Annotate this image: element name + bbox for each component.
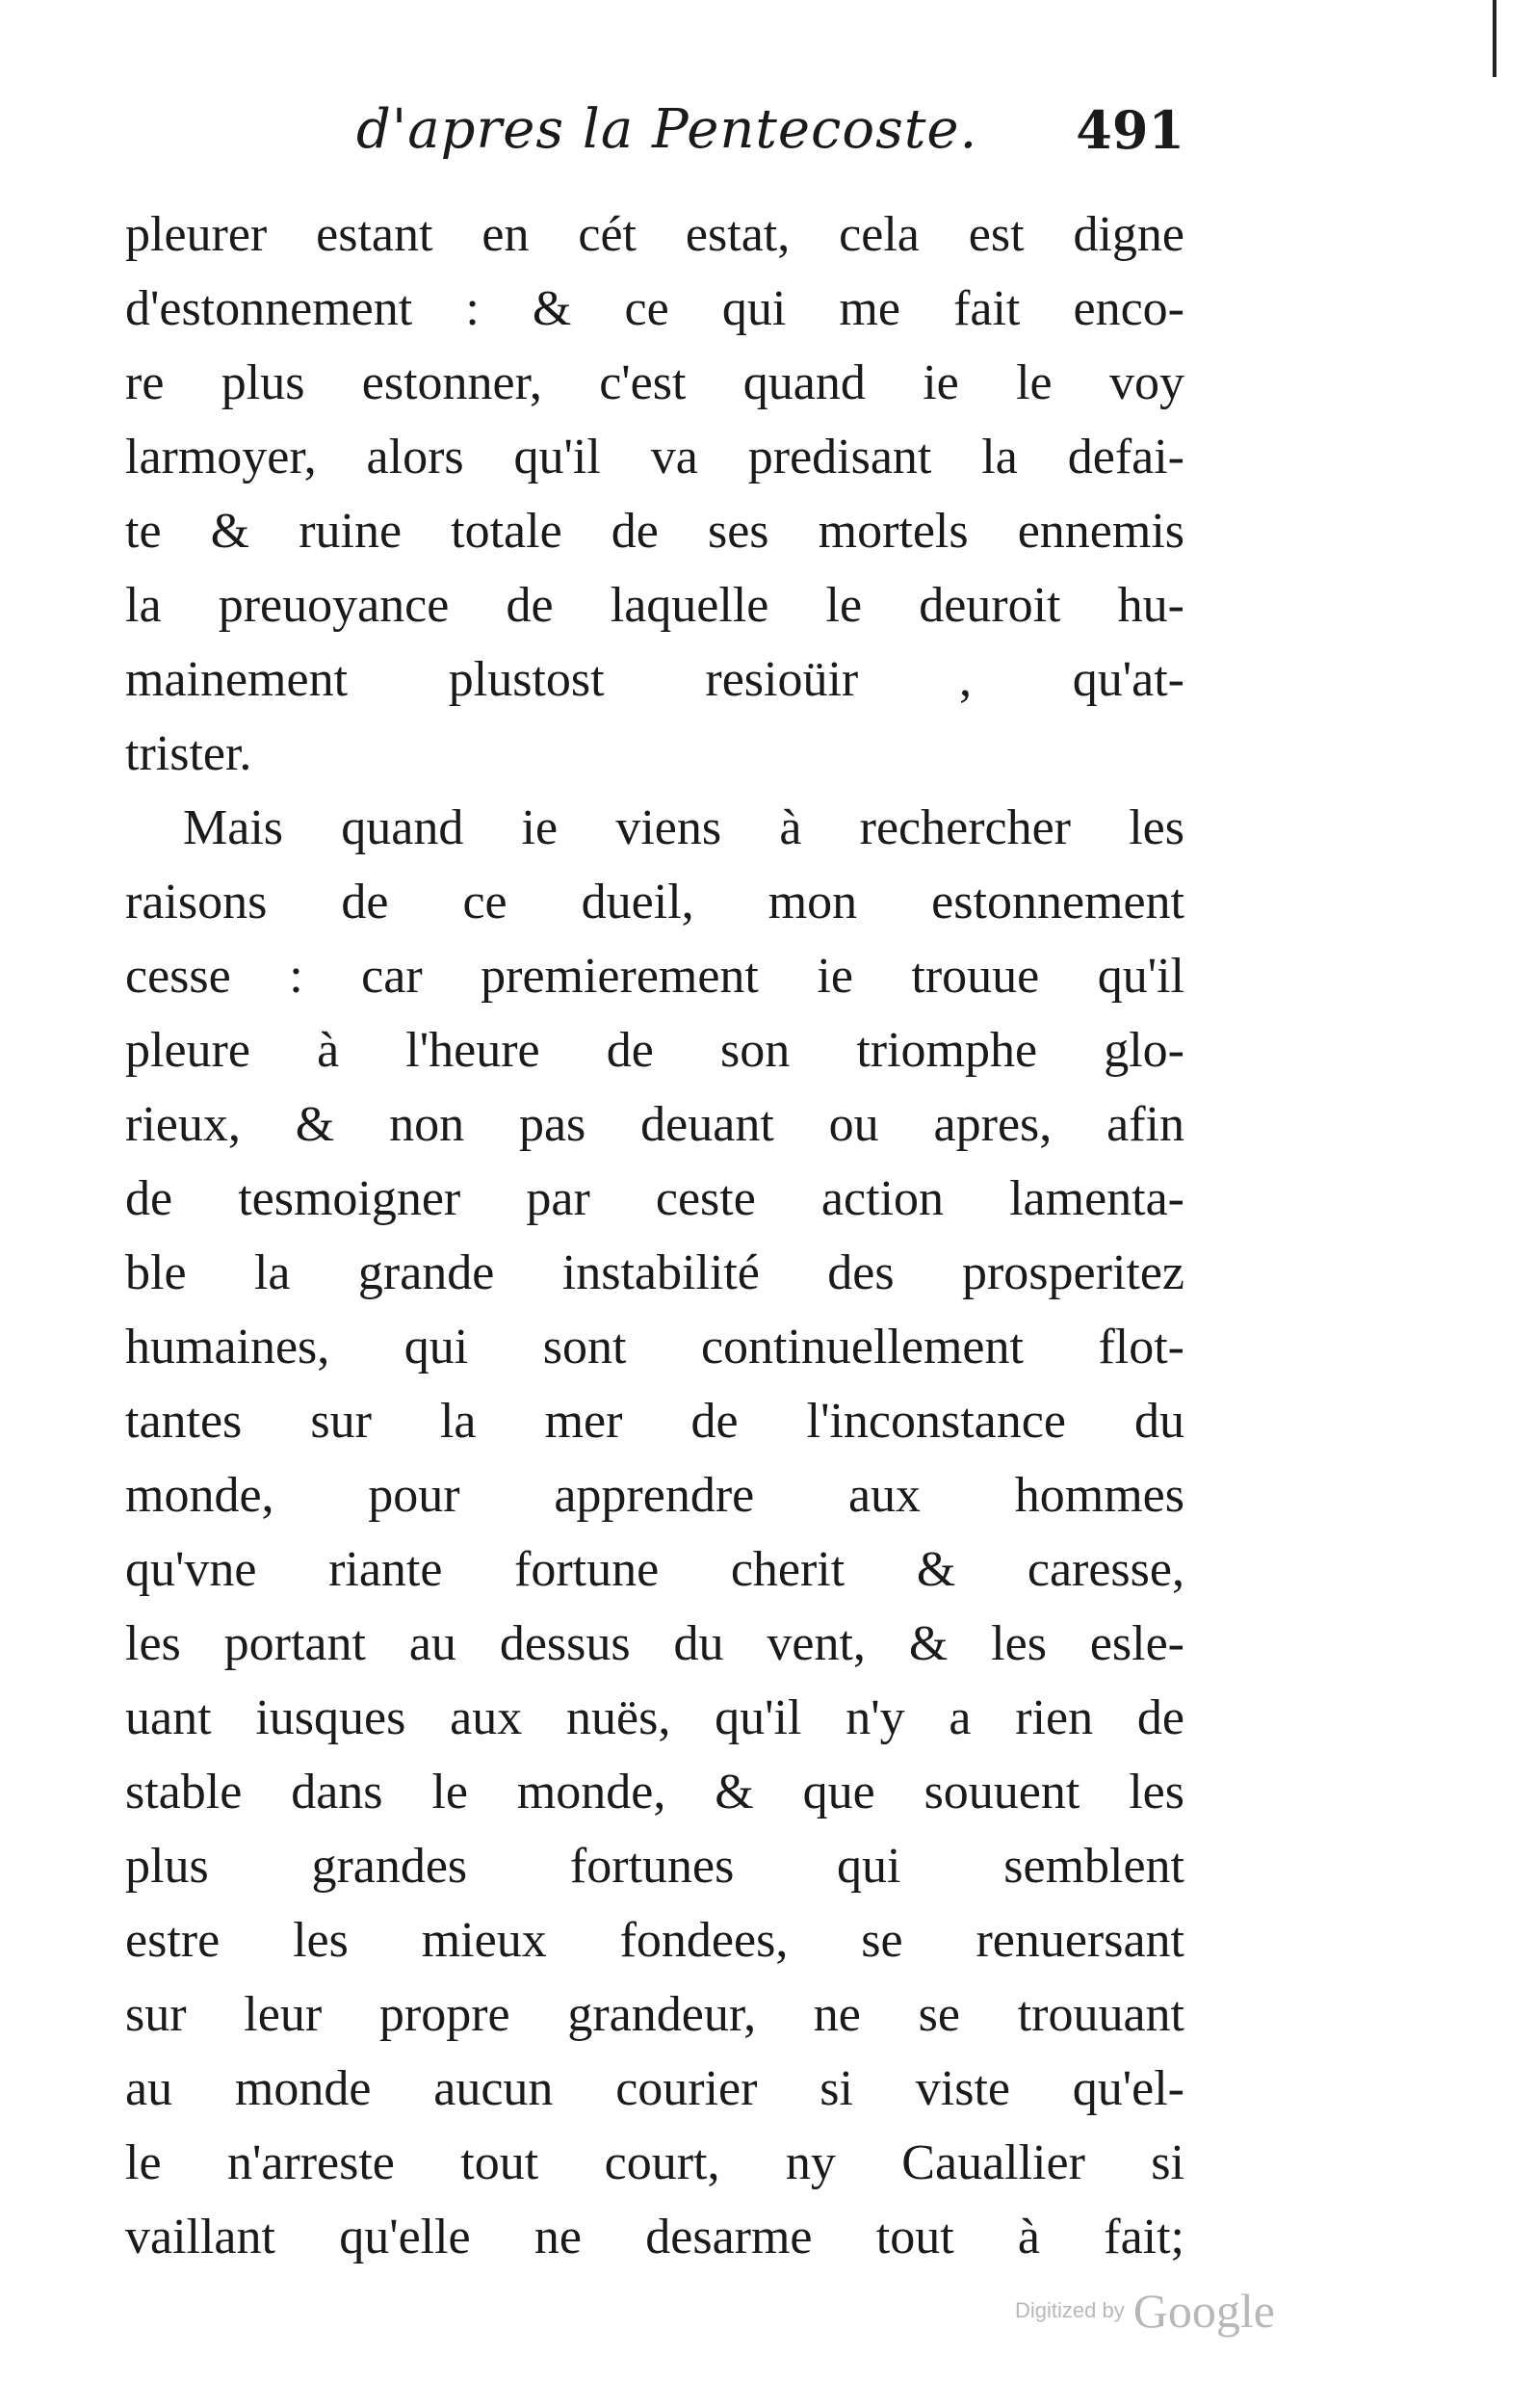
text-line: sur leur propre grandeur, ne se trouuant (125, 1987, 1184, 2042)
text-line: de tesmoigner par ceste action lamenta- (125, 1171, 1184, 1226)
text-line: estre les mieux fondees, se renuersant (125, 1913, 1184, 1968)
text-line: les portant au dessus du vent, & les esle- (125, 1616, 1184, 1671)
text-line: raisons de ce dueil, mon estonnement (125, 875, 1184, 929)
text-line: pleurer estant en cét estat, cela est digne (125, 207, 1184, 262)
text-line: plus grandes fortunes qui semblent (125, 1839, 1184, 1894)
text-line: trister. (125, 726, 252, 781)
text-line: rieux, & non pas deuant ou apres, afin (125, 1097, 1184, 1152)
text-line: stable dans le monde, & que souuent les (125, 1765, 1184, 1819)
text-line: tantes sur la mer de l'inconstance du (125, 1394, 1184, 1449)
page-number: 491 (1076, 99, 1184, 161)
text-line: larmoyer, alors qu'il va predisant la defai- (125, 430, 1184, 484)
google-logo: Google (1132, 2284, 1275, 2338)
page-edge-line (1493, 0, 1496, 77)
text-line: mainement plustost resioüir , qu'at- (125, 652, 1184, 707)
text-line: uant iusques aux nuës, qu'il n'y a rien de (125, 1690, 1184, 1745)
running-title: d'apres la Pentecoste. (356, 98, 978, 161)
text-line: d'estonnement : & ce qui me fait enco- (125, 281, 1184, 336)
text-line: cesse : car premierement ie trouue qu'il (125, 949, 1184, 1004)
text-line: au monde aucun courier si viste qu'el- (125, 2061, 1184, 2116)
text-line: qu'vne riante fortune cherit & caresse, (125, 1542, 1184, 1597)
text-line: Mais quand ie viens à rechercher les (183, 800, 1184, 855)
text-line: te & ruine totale de ses mortels ennemis (125, 504, 1184, 559)
watermark-prefix: Digitized by (1014, 2298, 1125, 2322)
text-line: le n'arreste tout court, ny Cauallier si (125, 2135, 1184, 2190)
text-line: vaillant qu'elle ne desarme tout à fait; (125, 2210, 1184, 2264)
text-line: ble la grande instabilité des prosperitez (125, 1245, 1184, 1300)
text-line: humaines, qui sont continuellement flot- (125, 1320, 1184, 1374)
body-text (125, 197, 1184, 2274)
text-line: re plus estonner, c'est quand ie le voy (125, 355, 1184, 410)
digitized-by-watermark (1015, 2283, 1275, 2339)
text-line: la preuoyance de laquelle le deuroit hu- (125, 578, 1184, 633)
text-line: monde, pour apprendre aux hommes (125, 1468, 1184, 1523)
text-line: pleure à l'heure de son triomphe glo- (125, 1023, 1184, 1078)
running-head (125, 92, 1184, 178)
